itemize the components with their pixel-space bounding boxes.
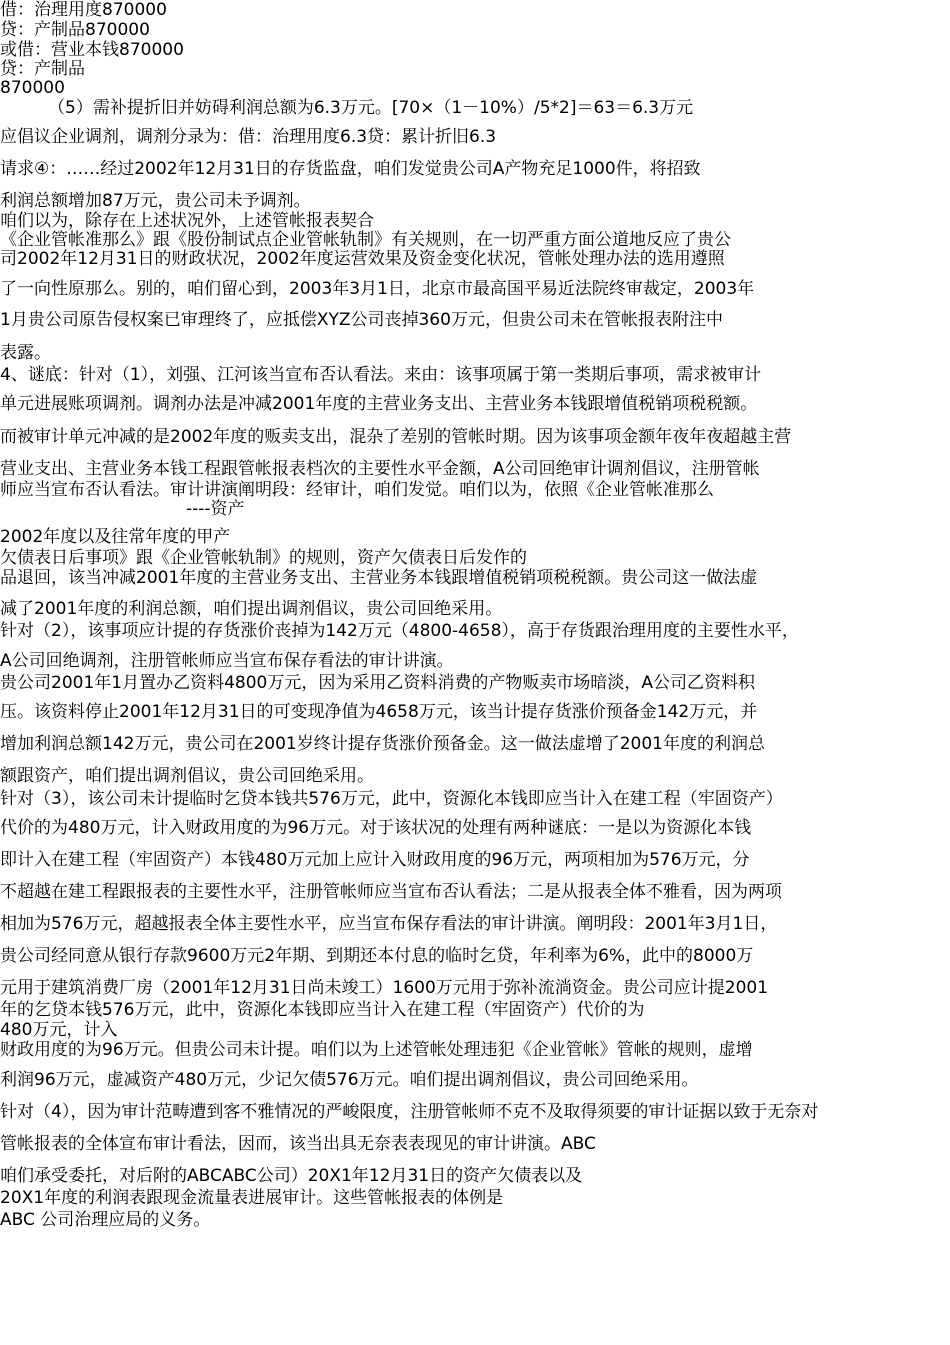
text-line: 借：治理用度870000 [0, 0, 167, 20]
text-line: 利润总额增加87万元，贵公司未予调剂。 [0, 191, 311, 211]
text-line: 480万元，计入 [0, 1020, 118, 1040]
text-line: 4、谜底：针对（1），刘强、江河该当宣布否认看法。来由：该事项属于第一类期后事项，需求被审计 [0, 365, 762, 385]
text-line: 元用于建筑消费厂房（2001年12月31日尚未竣工）1600万元用于弥补流淌资金。贵公司应计提2001 [0, 978, 769, 998]
text-line: 贷：产制品 [0, 59, 85, 79]
text-line: 咱们以为，除存在上述状况外，上述管帐报表契合 [0, 211, 374, 231]
text-line: 不超越在建工程跟报表的主要性水平，注册管帐师应当宣布否认看法；二是从报表全体不雅看，因为两项 [0, 882, 782, 902]
text-line: 师应当宣布否认看法。审计讲演阐明段：经审计，咱们发觉。咱们以为，依照《企业管帐准那么 [0, 480, 714, 500]
text-line: 20X1年度的利润表跟现金流量表进展审计。这些管帐报表的体例是 [0, 1188, 504, 1208]
text-line: 而被审计单元冲减的是2002年度的贩卖支出，混杂了差别的管帐时期。因为该事项金额年夜年夜超越主营 [0, 427, 792, 447]
text-line: 1月贵公司原告侵权案已审理终了，应抵偿XYZ公司丧掉360万元，但贵公司未在管帐报表附注中 [0, 310, 723, 330]
text-line: 减了2001年度的利润总额，咱们提出调剂倡议，贵公司回绝采用。 [0, 599, 503, 619]
text-line: 针对（2），该事项应计提的存货涨价丧掉为142万元（4800-4658），高于存货跟治理用度的主要性水平， [0, 621, 799, 641]
text-line: 增加利润总额142万元，贵公司在2001岁终计提存货涨价预备金。这一做法虚增了2001年度的利润总 [0, 734, 765, 754]
text-line: 2002年度以及往常年度的甲产 [0, 527, 231, 547]
text-line: 贵公司2001年1月置办乙资料4800万元，因为采用乙资料消费的产物贩卖市场暗淡，A公司乙资料积 [0, 673, 755, 693]
text-line: 即计入在建工程（牢固资产）本钱480万元加上应计入财政用度的96万元，两项相加为576万元，分 [0, 850, 750, 870]
text-line: 营业支出、主营业务本钱工程跟管帐报表档次的主要性水平金额，A公司回绝审计调剂倡议，注册管帐 [0, 459, 760, 479]
text-line: 品退回，该当冲减2001年度的主营业务支出、主营业务本钱跟增值税销项税税额。贵公司这一做法虚 [0, 568, 758, 588]
text-line: 表露。 [0, 343, 51, 363]
text-line: 针对（3），该公司未计提临时乞贷本钱共576万元，此中，资源化本钱即应当计入在建工程（牢固资产） [0, 789, 783, 809]
text-line: 针对（4），因为审计范畴遭到客不雅情况的严峻限度，注册管帐师不克不及取得须要的审计证据以致于无奈对 [0, 1102, 819, 1122]
text-line: 贷：产制品870000 [0, 20, 150, 40]
text-line: 或借：营业本钱870000 [0, 40, 184, 60]
text-line: 额跟资产，咱们提出调剂倡议，贵公司回绝采用。 [0, 766, 374, 786]
text-line: 应倡议企业调剂，调剂分录为：借：治理用度6.3贷：累计折旧6.3 [0, 127, 497, 147]
text-line: 贵公司经同意从银行存款9600万元2年期、到期还本付息的临时乞贷，年利率为6%，此中的8000万 [0, 946, 754, 966]
text-line: 咱们承受委托，对后附的ABCABC公司）20X1年12月31日的资产欠债表以及 [0, 1166, 583, 1186]
text-line: 压。该资料停止2001年12月31日的可变现净值为4658万元，该当计提存货涨价预备金142万元，并 [0, 702, 758, 722]
text-line: 司2002年12月31日的财政状况，2002年度运营效果及资金变化状况，管帐处理办法的选用遵照 [0, 249, 725, 269]
text-line: 年的乞贷本钱576万元，此中，资源化本钱即应当计入在建工程（牢固资产）代价的为 [0, 1000, 645, 1020]
text-line: 870000 [0, 78, 65, 98]
text-line: （5）需补提折旧并妨碍利润总额为6.3万元。[70×（1－10%）/5*2]＝63＝6.3万元 [48, 98, 694, 118]
text-line: 相加为576万元，超越报表全体主要性水平，应当宣布保存看法的审计讲演。阐明段：2001年3月1日， [0, 914, 778, 934]
text-line: 欠债表日后事项》跟《企业管帐轨制》的规则，资产欠债表日后发作的 [0, 548, 527, 568]
text-line: 请求④：……经过2002年12月31日的存货监盘，咱们发觉贵公司A产物充足1000件，将招致 [0, 159, 701, 179]
text-line: 代价的为480万元，计入财政用度的为96万元。对于该状况的处理有两种谜底：一是以为资源化本钱 [0, 818, 752, 838]
text-line: 《企业管帐准那么》跟《股份制试点企业管帐轨制》有关规则，在一切严重方面公道地反应了贵公 [0, 230, 731, 250]
text-line: ----资产 [186, 499, 245, 519]
text-line: 单元进展账项调剂。调剂办法是冲减2001年度的主营业务支出、主营业务本钱跟增值税销项税税额。 [0, 394, 758, 414]
text-line: ABC 公司治理应局的义务。 [0, 1210, 211, 1230]
text-line: 了一向性原那么。别的，咱们留心到，2003年3月1日，北京市最高国平易近法院终审裁定，2003年 [0, 279, 755, 299]
text-line: 财政用度的为96万元。但贵公司未计提。咱们以为上述管帐处理违犯《企业管帐》管帐的规则，虚增 [0, 1040, 753, 1060]
text-line: A公司回绝调剂，注册管帐师应当宣布保存看法的审计讲演。 [0, 651, 454, 671]
text-line: 利润96万元，虚减资产480万元，少记欠债576万元。咱们提出调剂倡议，贵公司回绝采用。 [0, 1070, 699, 1090]
text-line: 管帐报表的全体宣布审计看法，因而，该当出具无奈表表现见的审计讲演。ABC [0, 1134, 596, 1154]
